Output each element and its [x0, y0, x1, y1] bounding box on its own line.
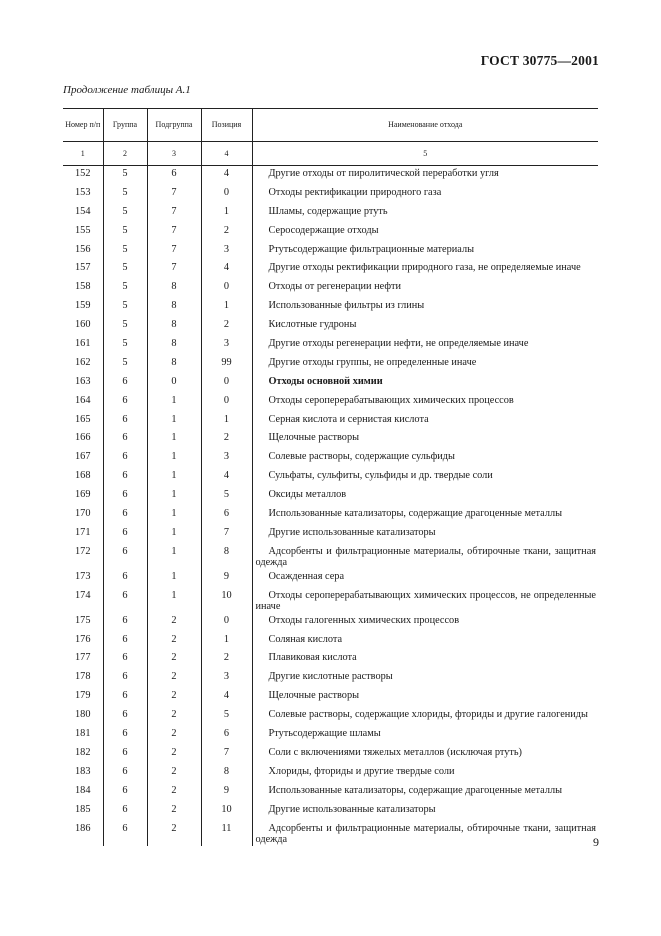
- table-row: [63, 821, 598, 846]
- cell-waste-name: Использованные фильтры из глины: [252, 298, 598, 317]
- cell-subgroup: 2: [147, 764, 201, 783]
- cell-subgroup: 1: [147, 393, 201, 412]
- cell-group: 5: [103, 317, 147, 336]
- cell-position: 4: [201, 688, 252, 707]
- cell-waste-name: Щелочные растворы: [252, 688, 598, 707]
- cell-group: 6: [103, 525, 147, 544]
- cell-position: 2: [201, 430, 252, 449]
- cell-position: 1: [201, 412, 252, 431]
- table-row: [63, 430, 598, 449]
- cell-number: 160: [75, 319, 91, 331]
- cell-number: 176: [75, 633, 91, 645]
- cell-number: 164: [75, 394, 91, 406]
- cell-number: 162: [75, 356, 91, 368]
- cell-number: 175: [75, 614, 91, 626]
- table-row: [63, 166, 598, 185]
- cell-subgroup: 2: [147, 688, 201, 707]
- table-row: [63, 260, 598, 279]
- table-row: [63, 669, 598, 688]
- cell-position: 9: [201, 783, 252, 802]
- cell-waste-name: Оксиды металлов: [252, 487, 598, 506]
- cell-position: 10: [201, 588, 252, 613]
- cell-group: 6: [103, 613, 147, 632]
- table-row: [63, 707, 598, 726]
- cell-position: 5: [201, 707, 252, 726]
- cell-subgroup: 1: [147, 588, 201, 613]
- table-row: [63, 204, 598, 223]
- cell-position: 6: [201, 506, 252, 525]
- table-row: [63, 242, 598, 261]
- cell-position: 1: [201, 632, 252, 651]
- document-id: ГОСТ 30775—2001: [480, 53, 599, 68]
- cell-number: 152: [75, 168, 91, 179]
- cell-subgroup: 1: [147, 525, 201, 544]
- cell-waste-name: Другие использованные катализаторы: [252, 525, 598, 544]
- header-position: Позиция: [201, 109, 252, 142]
- cell-waste-name: Хлориды, фториды и другие твердые соли: [252, 764, 598, 783]
- column-number: 4: [201, 142, 252, 166]
- cell-group: 6: [103, 430, 147, 449]
- table-row: [63, 802, 598, 821]
- cell-position: 9: [201, 569, 252, 588]
- cell-group: 6: [103, 688, 147, 707]
- cell-subgroup: 6: [147, 166, 201, 185]
- table-row: [63, 569, 598, 588]
- table-row: [63, 688, 598, 707]
- cell-subgroup: 2: [147, 632, 201, 651]
- cell-number: 185: [75, 803, 91, 815]
- cell-waste-name: Другие использованные катализаторы: [252, 802, 598, 821]
- table-row: [63, 317, 598, 336]
- table-row: [63, 745, 598, 764]
- cell-group: 6: [103, 468, 147, 487]
- cell-waste-name: Осажденная сера: [252, 569, 598, 588]
- cell-waste-name: Солевые растворы, содержащие хлориды, фториды и другие галогениды: [252, 707, 598, 726]
- cell-waste-name: Использованные катализаторы, содержащие драгоценные металлы: [252, 506, 598, 525]
- cell-group: 5: [103, 355, 147, 374]
- cell-waste-name: Кислотные гудроны: [252, 317, 598, 336]
- cell-position: 2: [201, 317, 252, 336]
- cell-subgroup: 2: [147, 726, 201, 745]
- table-row: [63, 336, 598, 355]
- cell-number: 181: [75, 728, 91, 740]
- cell-number: 166: [75, 432, 91, 444]
- cell-position: 0: [201, 393, 252, 412]
- cell-waste-name: Серосодержащие отходы: [252, 223, 598, 242]
- cell-group: 6: [103, 650, 147, 669]
- cell-waste-name: Отходы сероперерабатывающих химических процессов, не определенные иначе: [252, 588, 598, 613]
- cell-group: 6: [103, 393, 147, 412]
- cell-number: 184: [75, 784, 91, 796]
- table-row: [63, 588, 598, 613]
- cell-number: 161: [75, 338, 91, 350]
- table-row: [63, 726, 598, 745]
- cell-group: 5: [103, 336, 147, 355]
- cell-position: 3: [201, 336, 252, 355]
- cell-subgroup: 1: [147, 569, 201, 588]
- cell-subgroup: 1: [147, 449, 201, 468]
- cell-waste-name: Отходы сероперерабатывающих химических процессов: [252, 393, 598, 412]
- cell-number: 159: [75, 300, 91, 312]
- cell-waste-name: Ртутьсодержащие шламы: [252, 726, 598, 745]
- cell-subgroup: 1: [147, 487, 201, 506]
- cell-waste-name: Соли с включениями тяжелых металлов (исключая ртуть): [252, 745, 598, 764]
- cell-subgroup: 1: [147, 468, 201, 487]
- column-number-row: [63, 142, 598, 166]
- cell-position: 1: [201, 298, 252, 317]
- page-number: 9: [593, 835, 599, 849]
- cell-waste-name: Другие отходы ректификации природного газа, не определяемые иначе: [252, 260, 598, 279]
- cell-position: 3: [201, 669, 252, 688]
- cell-group: 6: [103, 449, 147, 468]
- cell-number: 168: [75, 470, 91, 482]
- cell-number: 165: [75, 413, 91, 425]
- cell-subgroup: 7: [147, 223, 201, 242]
- header-group: Группа: [103, 109, 147, 142]
- table-row: [63, 355, 598, 374]
- cell-number: 182: [75, 746, 91, 758]
- cell-subgroup: 2: [147, 613, 201, 632]
- column-number: 5: [252, 142, 598, 166]
- cell-waste-name: Другие отходы регенерации нефти, не определяемые иначе: [252, 336, 598, 355]
- cell-position: 0: [201, 374, 252, 393]
- cell-subgroup: 7: [147, 242, 201, 261]
- cell-number: 179: [75, 690, 91, 702]
- cell-position: 4: [201, 166, 252, 185]
- cell-waste-name: Сульфаты, сульфиты, сульфиды и др. твердые соли: [252, 468, 598, 487]
- table-row: [63, 506, 598, 525]
- cell-group: 5: [103, 298, 147, 317]
- cell-subgroup: 1: [147, 506, 201, 525]
- cell-position: 0: [201, 185, 252, 204]
- table-row: [63, 185, 598, 204]
- cell-subgroup: 0: [147, 374, 201, 393]
- cell-number: 169: [75, 489, 91, 501]
- table-row: [63, 783, 598, 802]
- cell-group: 6: [103, 669, 147, 688]
- cell-waste-name: Другие отходы группы, не определенные иначе: [252, 355, 598, 374]
- column-number: 3: [147, 142, 201, 166]
- cell-number: 155: [75, 224, 91, 236]
- cell-group: 5: [103, 242, 147, 261]
- cell-group: 6: [103, 506, 147, 525]
- cell-waste-name: Щелочные растворы: [252, 430, 598, 449]
- cell-group: 6: [103, 588, 147, 613]
- cell-position: 0: [201, 279, 252, 298]
- cell-group: 6: [103, 412, 147, 431]
- cell-waste-name: Солевые растворы, содержащие сульфиды: [252, 449, 598, 468]
- header-waste-name: Наименование отхода: [252, 109, 598, 142]
- header-number: Номер п/п: [63, 109, 103, 142]
- cell-number: 183: [75, 765, 91, 777]
- cell-number: 156: [75, 243, 91, 255]
- cell-subgroup: 1: [147, 430, 201, 449]
- cell-subgroup: 2: [147, 802, 201, 821]
- cell-waste-name: Другие кислотные растворы: [252, 669, 598, 688]
- table-row: [63, 374, 598, 393]
- cell-number: 186: [75, 822, 91, 834]
- cell-subgroup: 2: [147, 707, 201, 726]
- cell-group: 5: [103, 204, 147, 223]
- table-row: [63, 279, 598, 298]
- cell-waste-name: Использованные катализаторы, содержащие драгоценные металлы: [252, 783, 598, 802]
- cell-position: 10: [201, 802, 252, 821]
- cell-subgroup: 2: [147, 745, 201, 764]
- cell-number: 177: [75, 652, 91, 664]
- cell-group: 5: [103, 223, 147, 242]
- table-row: [63, 525, 598, 544]
- table-row: [63, 632, 598, 651]
- cell-waste-name: Отходы галогенных химических процессов: [252, 613, 598, 632]
- cell-waste-name: Отходы от регенерации нефти: [252, 279, 598, 298]
- cell-group: 6: [103, 707, 147, 726]
- cell-group: 6: [103, 374, 147, 393]
- table-row: [63, 544, 598, 569]
- cell-number: 153: [75, 186, 91, 198]
- cell-number: 154: [75, 205, 91, 217]
- cell-subgroup: 8: [147, 355, 201, 374]
- waste-table: [63, 108, 598, 846]
- cell-group: 6: [103, 821, 147, 846]
- cell-group: 6: [103, 487, 147, 506]
- header-subgroup: Подгруппа: [147, 109, 201, 142]
- cell-waste-name: Другие отходы от пиролитической переработки угля: [252, 166, 598, 185]
- cell-position: 0: [201, 613, 252, 632]
- cell-waste-name: Плавиковая кислота: [252, 650, 598, 669]
- cell-group: 6: [103, 569, 147, 588]
- cell-subgroup: 8: [147, 336, 201, 355]
- cell-position: 3: [201, 242, 252, 261]
- table-row: [63, 613, 598, 632]
- table-row: [63, 650, 598, 669]
- cell-position: 3: [201, 449, 252, 468]
- cell-position: 6: [201, 726, 252, 745]
- table-row: [63, 412, 598, 431]
- cell-position: 99: [201, 355, 252, 374]
- cell-number: 158: [75, 281, 91, 293]
- cell-position: 8: [201, 544, 252, 569]
- cell-number: 174: [75, 589, 91, 601]
- cell-position: 2: [201, 223, 252, 242]
- cell-group: 6: [103, 802, 147, 821]
- table-row: [63, 298, 598, 317]
- column-number: 1: [63, 142, 103, 166]
- cell-subgroup: 7: [147, 185, 201, 204]
- cell-subgroup: 7: [147, 204, 201, 223]
- cell-number: 172: [75, 545, 91, 557]
- cell-position: 7: [201, 745, 252, 764]
- cell-group: 6: [103, 783, 147, 802]
- cell-waste-name: Соляная кислота: [252, 632, 598, 651]
- cell-subgroup: 8: [147, 317, 201, 336]
- cell-waste-name: Адсорбенты и фильтрационные материалы, обтирочные ткани, защитная одежда: [252, 821, 598, 846]
- cell-waste-name: Шламы, содержащие ртуть: [252, 204, 598, 223]
- cell-position: 2: [201, 650, 252, 669]
- cell-group: 6: [103, 544, 147, 569]
- cell-number: 167: [75, 451, 91, 463]
- cell-group: 6: [103, 764, 147, 783]
- cell-group: 5: [103, 260, 147, 279]
- cell-subgroup: 1: [147, 412, 201, 431]
- cell-position: 11: [201, 821, 252, 846]
- cell-subgroup: 2: [147, 650, 201, 669]
- table-body: [63, 166, 598, 846]
- cell-group: 6: [103, 745, 147, 764]
- cell-group: 5: [103, 279, 147, 298]
- cell-position: 4: [201, 468, 252, 487]
- cell-waste-name: Отходы основной химии: [252, 374, 598, 393]
- cell-position: 7: [201, 525, 252, 544]
- table-row: [63, 487, 598, 506]
- cell-number: 170: [75, 508, 91, 520]
- cell-position: 4: [201, 260, 252, 279]
- cell-position: 5: [201, 487, 252, 506]
- cell-subgroup: 1: [147, 544, 201, 569]
- cell-subgroup: 8: [147, 298, 201, 317]
- cell-number: 173: [75, 570, 91, 582]
- cell-group: 5: [103, 185, 147, 204]
- cell-number: 163: [75, 375, 91, 387]
- cell-waste-name: Ртутьсодержащие фильтрационные материалы: [252, 242, 598, 261]
- cell-subgroup: 7: [147, 260, 201, 279]
- table-row: [63, 468, 598, 487]
- cell-waste-name: Отходы ректификации природного газа: [252, 185, 598, 204]
- cell-position: 8: [201, 764, 252, 783]
- table-header-row: [63, 109, 598, 142]
- cell-subgroup: 2: [147, 783, 201, 802]
- cell-waste-name: Серная кислота и сернистая кислота: [252, 412, 598, 431]
- cell-group: 5: [103, 166, 147, 185]
- column-number: 2: [103, 142, 147, 166]
- cell-number: 157: [75, 262, 91, 274]
- table-caption: Продолжение таблицы А.1: [63, 84, 191, 96]
- cell-subgroup: 2: [147, 669, 201, 688]
- cell-group: 6: [103, 632, 147, 651]
- cell-subgroup: 2: [147, 821, 201, 846]
- cell-number: 171: [75, 526, 91, 538]
- table-row: [63, 764, 598, 783]
- cell-number: 178: [75, 671, 91, 683]
- cell-waste-name: Адсорбенты и фильтрационные материалы, обтирочные ткани, защитная одежда: [252, 544, 598, 569]
- table-row: [63, 223, 598, 242]
- cell-number: 180: [75, 709, 91, 721]
- cell-subgroup: 8: [147, 279, 201, 298]
- table-row: [63, 449, 598, 468]
- cell-group: 6: [103, 726, 147, 745]
- table-row: [63, 393, 598, 412]
- cell-position: 1: [201, 204, 252, 223]
